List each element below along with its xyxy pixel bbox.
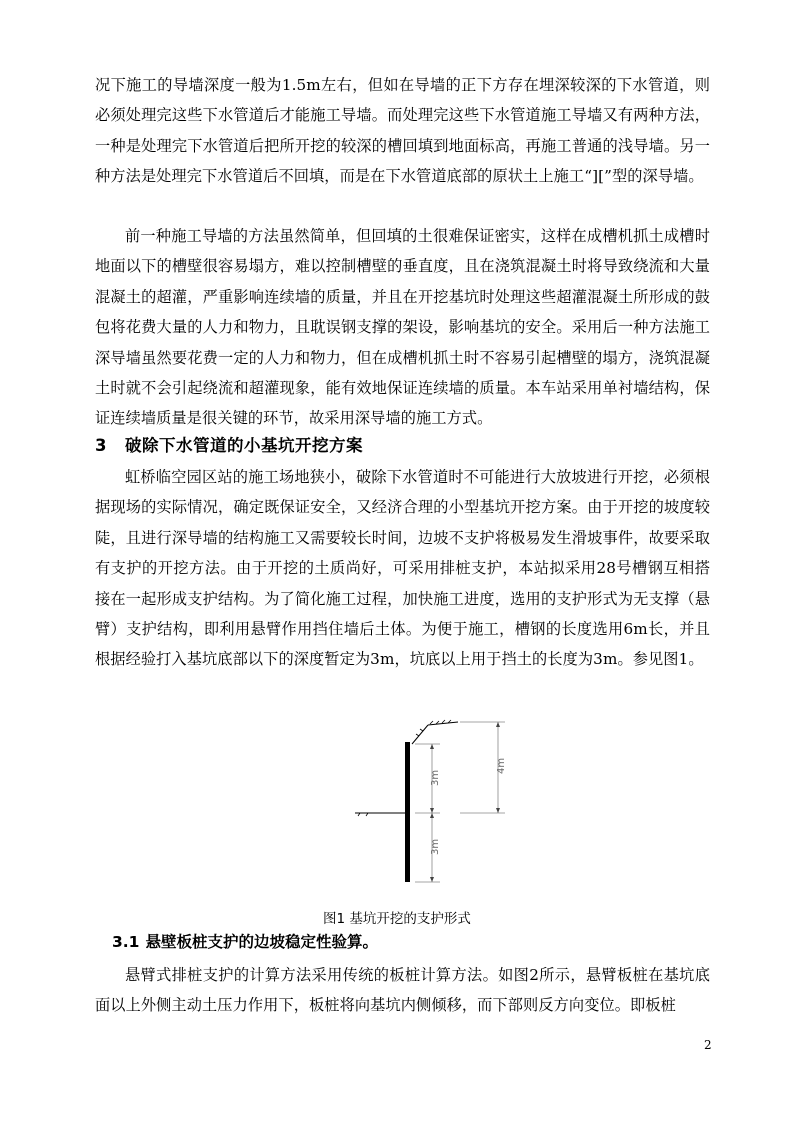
subsection-title: 悬壁板桩支护的边坡稳定性验算。 xyxy=(145,933,378,951)
page-number: 2 xyxy=(704,1038,712,1052)
paragraph-guide-wall-depth: 况下施工的导墙深度一般为1.5m左右，但如在导墙的正下方存在埋深较深的下水管道，则必须处理完这些下水管道后才能施工导墙。而处理完这些下水管道施工导墙又有两种方法，一种是处理完下水管道后把所开挖的较深的槽回填到地面标高，再施工普通的浅导墙。另一种方法是处理完下水管道后不回填，而是在下水管道底部的原状土上施工“][”型的深导墙。 xyxy=(95,76,710,186)
sheet-pile xyxy=(405,742,410,882)
subsection-heading-3-1 xyxy=(112,930,378,952)
figure-support-diagram xyxy=(340,712,520,892)
dimension-label-lower: 3m xyxy=(430,838,441,855)
paragraph-excavation-plan: 虹桥临空园区站的施工场地狭小，破除下水管道时不可能进行大放坡进行开挖，必须根据现场的实际情况，确定既保证安全，又经济合理的小型基坑开挖方案。由于开挖的坡度较陡，且进行深导墙的结构施工又需要较长时间，边坡不支护将极易发生滑坡事件，故要采取有支护的开挖方法。由于开挖的土质尚好，可采用排桩支护，本站拟采用28号槽钢互相搭接在一起形成支护结构。为了简化施工过程，加快施工进度，选用的支护形式为无支撑（悬臂）支护结构，即利用悬臂作用挡住墙后土体。为便于施工，槽钢的长度选用6m长，并且根据经验打入基坑底部以下的深度暂定为3m，坑底以上用于挡土的长度为3m。参见图1。 xyxy=(95,468,710,669)
paragraph-cantilever-calc: 悬臂式排桩支护的计算方法采用传统的板桩计算方法。如图2所示，悬臂板桩在基坑底面以上外侧主动土压力作用下，板桩将向基坑内侧倾移，而下部则反方向变位。即板桩 xyxy=(95,966,710,1015)
subsection-number: 3.1 xyxy=(112,933,140,951)
dimension-label-total: 4m xyxy=(496,757,507,774)
dimension-lines xyxy=(415,722,505,882)
section-heading-3 xyxy=(95,432,363,456)
ground-surface-line xyxy=(412,725,428,744)
section-number: 3 xyxy=(95,436,107,455)
section-title: 破除下水管道的小基坑开挖方案 xyxy=(125,436,363,455)
dimension-label-upper: 3m xyxy=(430,769,441,786)
paragraph-method-comparison: 前一种施工导墙的方法虽然简单，但回填的土很难保证密实，这样在成槽机抓土成槽时地面以下的槽壁很容易塌方，难以控制槽壁的垂直度，且在浇筑混凝土时将导致绕流和大量混凝土的超灌，严重影响连续墙的质量，并且在开挖基坑时处理这些超灌混凝土所形成的鼓包将花费大量的人力和物力，且耽误钢支撑的架设，影响基坑的安全。采用后一种方法施工深导墙虽然要花费一定的人力和物力，但在成槽机抓土时不容易引起槽壁的塌方，浇筑混凝土时就不会引起绕流和超灌现象，能有效地保证连续墙的质量。本车站采用单衬墙结构，保证连续墙质量是很关键的环节，故采用深导墙的施工方式。 xyxy=(95,227,710,428)
figure-caption: 图1 基坑开挖的支护形式 xyxy=(323,911,471,927)
